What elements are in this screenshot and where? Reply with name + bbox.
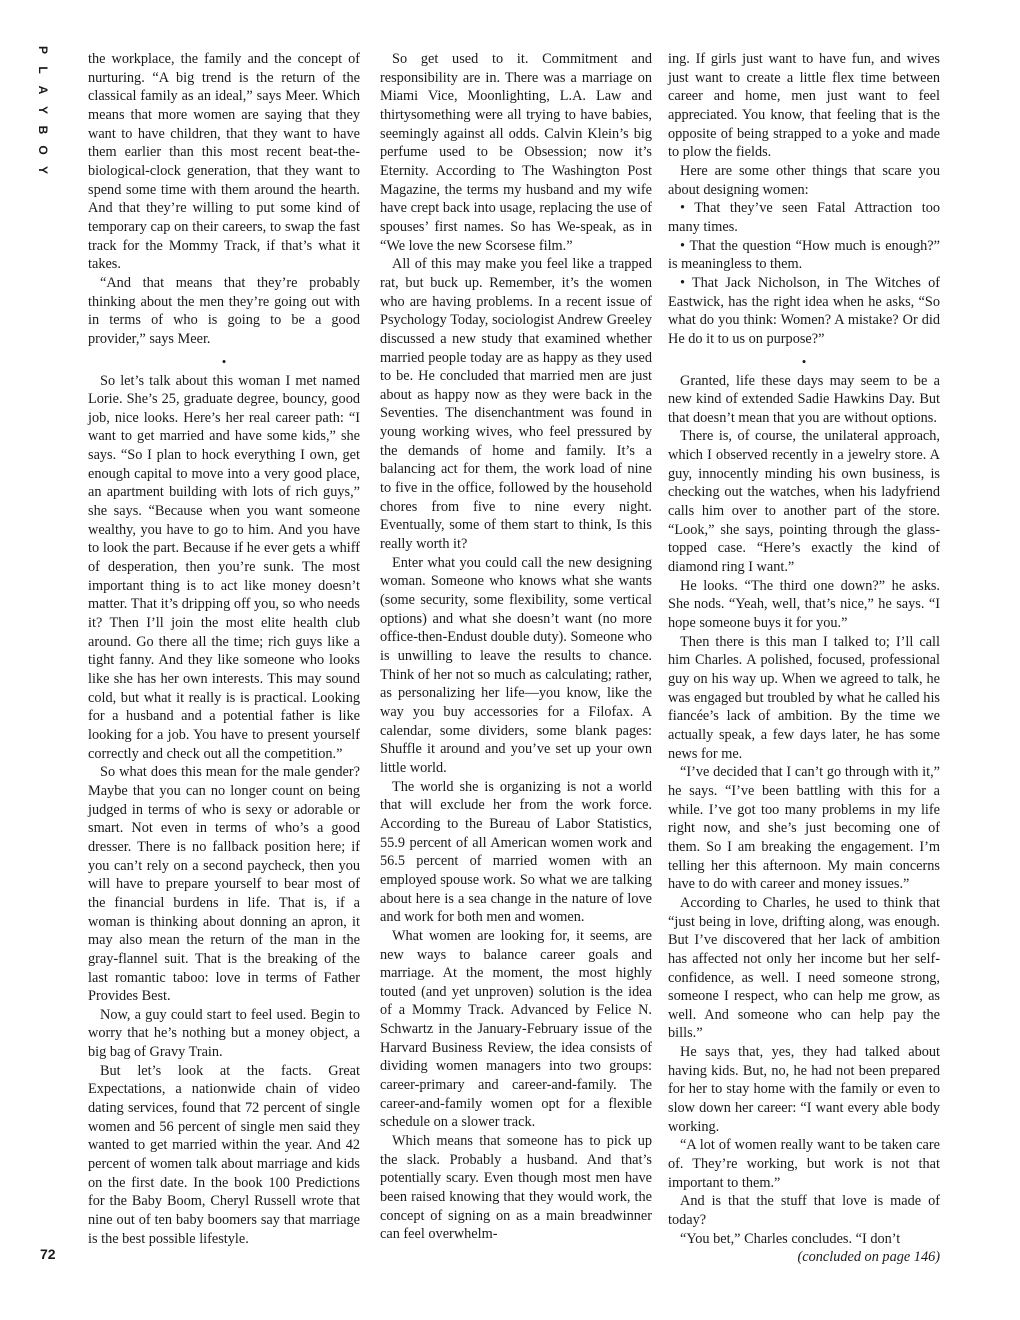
text-column-1 <box>88 50 360 1248</box>
paragraph: the workplace, the family and the concept of nurturing. “A big trend is the return of the classical family as an ideal,” says Meer. Which means that more women are saying that they want to have children, that they want to have them earlier than this most recent beat-the-biological-clock generation, that they want to spend some time with them around the hearth. And that they’re willing to put some kind of temporary cap on their careers, to swap the fast track for the Mommy Track, if that’s what it takes. <box>88 51 360 273</box>
paragraph: What women are looking for, it seems, are new ways to balance career goals and marriage. At the moment, the most highly touted (and yet unproven) solution is the idea of a Mommy Track. Advanced by Felice N. Schwartz in the January-February issue of the Harvard Business Review, the idea consists of dividing women managers into two groups: career-primary and career-and-family. The career-and-family women opt for a flexible schedule on a slower track. <box>380 927 652 1131</box>
bullet-item: • That the question “How much is enough?” is meaningless to them. <box>668 237 940 273</box>
paragraph: So what does this mean for the male gender? Maybe that you can no longer count on being judged in terms of who is sexy or adorable or smart. Not even in terms of who’s a good dresser. There is no fallback position here; if you can’t rely on a second paycheck, then you will have to prepare yourself to bear most of the financial burdens in life. That is, if a woman is thinking about donning an apron, it may also mean the return of the man in the gray-flannel suit. That is the breaking of the last romantic taboo: love in terms of Father Provides Best. <box>88 764 360 1005</box>
text-column-2 <box>380 50 652 1244</box>
paragraph: “A lot of women really want to be taken care of. They’re working, but work is not that important to them.” <box>668 1137 940 1191</box>
paragraph: Which means that someone has to pick up the slack. Probably a husband. And that’s potentially scary. Even though most men have been raised knowing that they would work, the concept of signing on as a main breadwinner can feel overwhelm- <box>380 1133 652 1243</box>
text-column-3 <box>668 50 940 1267</box>
paragraph: All of this may make you feel like a trapped rat, but buck up. Remember, it’s the women who are having problems. In a recent issue of Psychology Today, sociologist Andrew Greeley discussed a new study that examined whether married people today are as happy as they used to be. He concluded that married men are just about as happy now as they were back in the Seventies. The disenchantment was found in young working wives, who feel pressured by the demands of home and family. It’s a balancing act for them, the work load of nine to five in the office, followed by the household chores from five to nine every night. Eventually, some of them start to think, Is this really worth it? <box>380 256 652 553</box>
running-head-letter: Y <box>36 105 50 114</box>
section-break: • <box>221 353 227 369</box>
paragraph: ing. If girls just want to have fun, and wives just want to create a little flex time between career and home, men just want to feel appreciated. You know, that feeling that is the opposite of being strapped to a yoke and made to plow the fields. <box>668 51 940 161</box>
paragraph: “I’ve decided that I can’t go through with it,” he says. “I’ve been battling with this for a while. I’ve got too many problems in my life right now, and she’s just becoming one of them. So I am breaking the engagement. I’m telling her this afternoon. My main concerns have to do with career and money issues.” <box>668 764 940 893</box>
bullet-item: • That Jack Nicholson, in The Witches of Eastwick, has the right idea when he asks, “So what do you think: Women? A mistake? Or did He do it to us on purpose?” <box>668 274 940 347</box>
running-head-letter: O <box>36 145 50 155</box>
paragraph: Then there is this man I talked to; I’ll call him Charles. A polished, focused, professional guy on his way up. When we agreed to talk, he was engaged but troubled by what he called his fiancée’s lack of ambition. By the time we actually speak, a few days later, he has some news for me. <box>668 633 940 762</box>
running-head-letter: B <box>36 125 50 135</box>
section-break: • <box>801 353 807 369</box>
running-head-letter: P <box>36 45 50 54</box>
continued-note <box>668 1248 940 1267</box>
bullet-item: • That they’ve seen Fatal Attraction too many times. <box>668 200 940 235</box>
paragraph: He looks. “The third one down?” he asks. She nods. “Yeah, well, that’s nice,” he says. “I hope someone buys it for you.” <box>668 577 940 632</box>
paragraph: But let’s look at the facts. Great Expectations, a nationwide chain of video dating services, found that 72 percent of single women and 56 percent of single men said they wanted to get married within the year. And 42 percent of women talk about marriage and kids on the first date. In the book 100 Predictions for the Baby Boom, Cheryl Russell wrote that nine out of ten baby boomers say that marriage is the best possible lifestyle. <box>88 1062 360 1247</box>
running-head-letter: A <box>36 85 50 95</box>
paragraph: Enter what you could call the new designing woman. Someone who knows what she wants (some security, some flexibility, some vertical options) and what she doesn’t want (no more office-then-Endust double duty). Someone who is unwilling to leave the results to chance. Think of her not so much as calculating; rather, as personalizing her life—you know, like the way you buy accessories for a Filofax. A calendar, some dividers, some blank pages: Shuffle it around and you’ve set up your own little world. <box>380 554 652 776</box>
running-head <box>36 40 50 180</box>
paragraph: So get used to it. Commitment and responsibility are in. There was a marriage on Miami Vice, Moonlighting, L.A. Law and thirtysomething were all trying to have babies, seemingly against all odds. Calvin Klein’s big perfume used to be Obsession; now it’s Eternity. According to The Washington Post Magazine, the terms my husband and my wife have crept back into usage, replacing the use of spouses’ first names. So has We-speak, as in “We love the new Scorsese film.” <box>380 51 652 254</box>
paragraph: “And that means that they’re probably thinking about the men they’re going out with in terms of who is going to be a good provider,” says Meer. <box>88 274 360 347</box>
page-number: 72 <box>40 1246 56 1262</box>
paragraph: Granted, life these days may seem to be a new kind of extended Sadie Hawkins Day. But that doesn’t mean that you are without options. <box>668 372 940 426</box>
continued-note-text: (concluded on page 146) <box>797 1249 940 1266</box>
paragraph: Now, a guy could start to feel used. Begin to worry that he’s nothing but a money object, a big bag of Gravy Train. <box>88 1006 360 1061</box>
paragraph: He says that, yes, they had talked about having kids. But, no, he had not been prepared for her to stay home with the family or even to slow down her career: “I want every able body working. <box>668 1044 940 1135</box>
paragraph: And is that the stuff that love is made of today? <box>668 1193 940 1229</box>
paragraph: Here are some other things that scare you about designing women: <box>668 162 940 198</box>
running-head-letter: L <box>36 66 50 74</box>
paragraph: “You bet,” Charles concludes. “I don’t <box>680 1230 901 1247</box>
paragraph: The world she is organizing is not a world that will exclude her from the work force. According to the Bureau of Labor Statistics, 55.9 percent of all American women work and 56.5 percent of married women with an employed spouse work. So what we are talking about here is a sea change in the nature of love and work for both men and women. <box>380 778 652 926</box>
running-head-letter: Y <box>36 165 50 174</box>
paragraph: So let’s talk about this woman I met named Lorie. She’s 25, graduate degree, bouncy, good job, nice looks. Here’s her real career path: “I want to get married and have some kids,” she says. “So I plan to hock everything I own, get enough capital to move into a very good place, an apartment building with lots of rich guys,” she says. “Because when you want someone wealthy, you have to go to him. And you have to look the part. Because if he ever gets a whiff of desperation, then you’re sunk. The most important thing is to act like money doesn’t matter. That it’s dripping off you, so who needs it? Then I’ll join the most elite health club around. Go there all the time; rich guys like a tight fanny. And they like someone who looks like she has her own interests. This may sound cold, but what it really is is practical. Looking for a husband and a potential father is like looking for a job. You have to present yourself correctly and check out all the competition.” <box>88 372 360 762</box>
paragraph: There is, of course, the unilateral approach, which I observed recently in a jewelry store. A guy, innocently minding his own business, is checking out the watches, when his ladyfriend calls him over to another part of the store. “Look,” she says, pointing through the glass-topped case. “Here’s exactly the kind of diamond ring I want.” <box>668 428 940 576</box>
paragraph: According to Charles, he used to think that “just being in love, drifting along, was enough. But I’ve discovered that her lack of ambition has affected not only her income but her self-confidence, as well. I need someone strong, someone I respect, who can help me grow, as well. And someone who can help pay the bills.” <box>668 894 940 1042</box>
